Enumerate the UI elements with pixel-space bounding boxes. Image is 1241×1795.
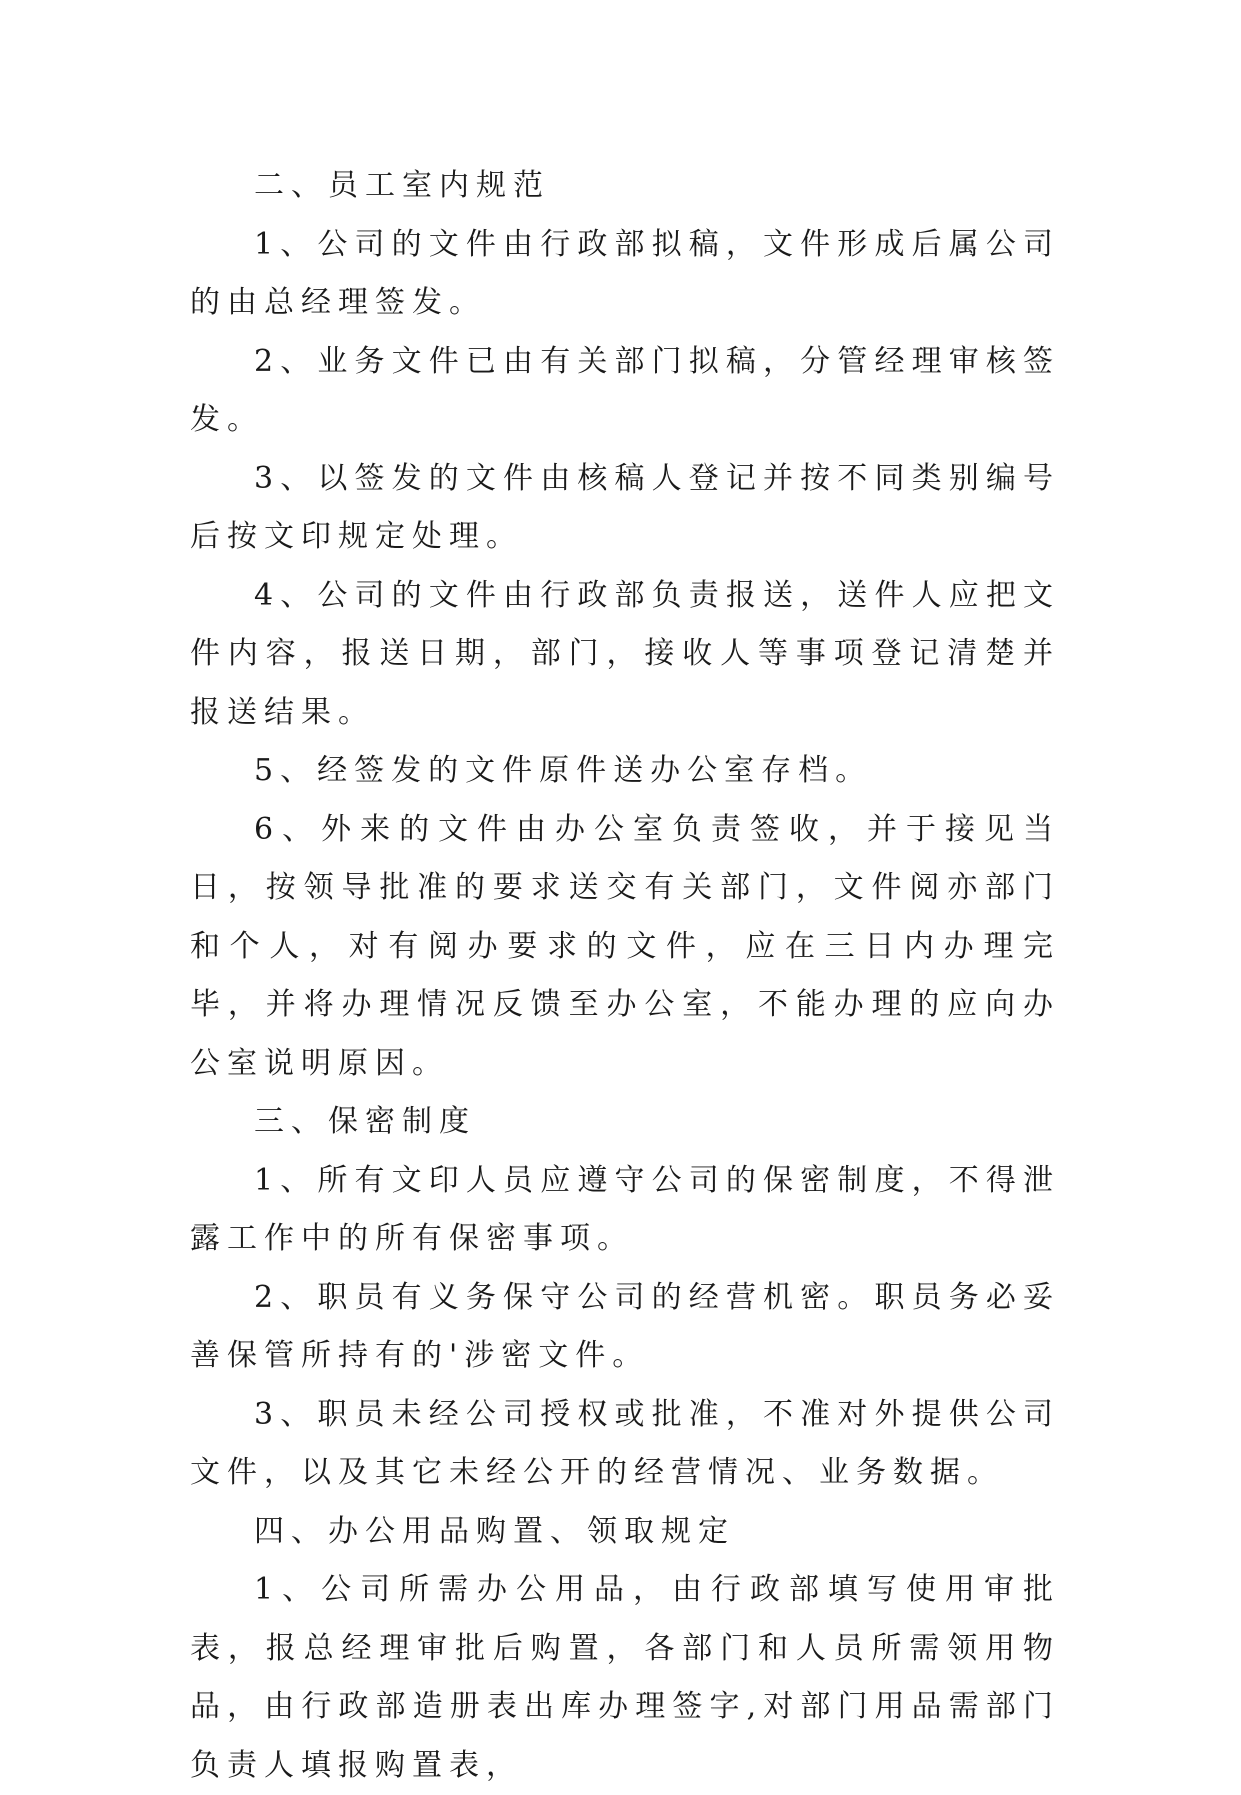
paragraph: 2、业务文件已由有关部门拟稿，分管经理审核签发。 bbox=[190, 343, 1060, 437]
paragraph: 6、外来的文件由办公室负责签收，并于接见当日，按领导批准的要求送交有关部门，文件阅亦部门和个人，对有阅办要求的文件，应在三日内办理完毕，并将办理情况反馈至办公室，不能办理的应向办公室说明原因。 bbox=[190, 811, 1060, 1081]
paragraph: 4、公司的文件由行政部负责报送，送件人应把文件内容，报送日期，部门，接收人等事项登记清楚并报送结果。 bbox=[190, 577, 1060, 730]
section-heading-office-supplies: 四、办公用品购置、领取规定 bbox=[254, 1513, 735, 1549]
paragraph: 3、职员未经公司授权或批准，不准对外提供公司文件，以及其它未经公开的经营情况、业务数据。 bbox=[190, 1396, 1060, 1490]
paragraph: 1、所有文印人员应遵守公司的保密制度，不得泄露工作中的所有保密事项。 bbox=[190, 1162, 1060, 1256]
paragraph: 3、以签发的文件由核稿人登记并按不同类别编号后按文印规定处理。 bbox=[190, 460, 1060, 554]
section-heading-confidentiality: 三、保密制度 bbox=[254, 1104, 476, 1139]
paragraph: 1、公司的文件由行政部拟稿，文件形成后属公司的由总经理签发。 bbox=[190, 226, 1060, 320]
paragraph: 5、经签发的文件原件送办公室存档。 bbox=[254, 753, 873, 788]
section-heading-staff-rules: 二、员工室内规范 bbox=[254, 168, 550, 203]
paragraph: 1、公司所需办公用品，由行政部填写使用审批表，报总经理审批后购置，各部门和人员所需领用物品，由行政部造册表出库办理签字,对部门用品需部门负责人填报购置表， bbox=[190, 1572, 1060, 1783]
paragraph: 2、职员有义务保守公司的经营机密。职员务必妥善保管所持有的'涉密文件。 bbox=[190, 1279, 1060, 1373]
document-body bbox=[190, 157, 1060, 1795]
